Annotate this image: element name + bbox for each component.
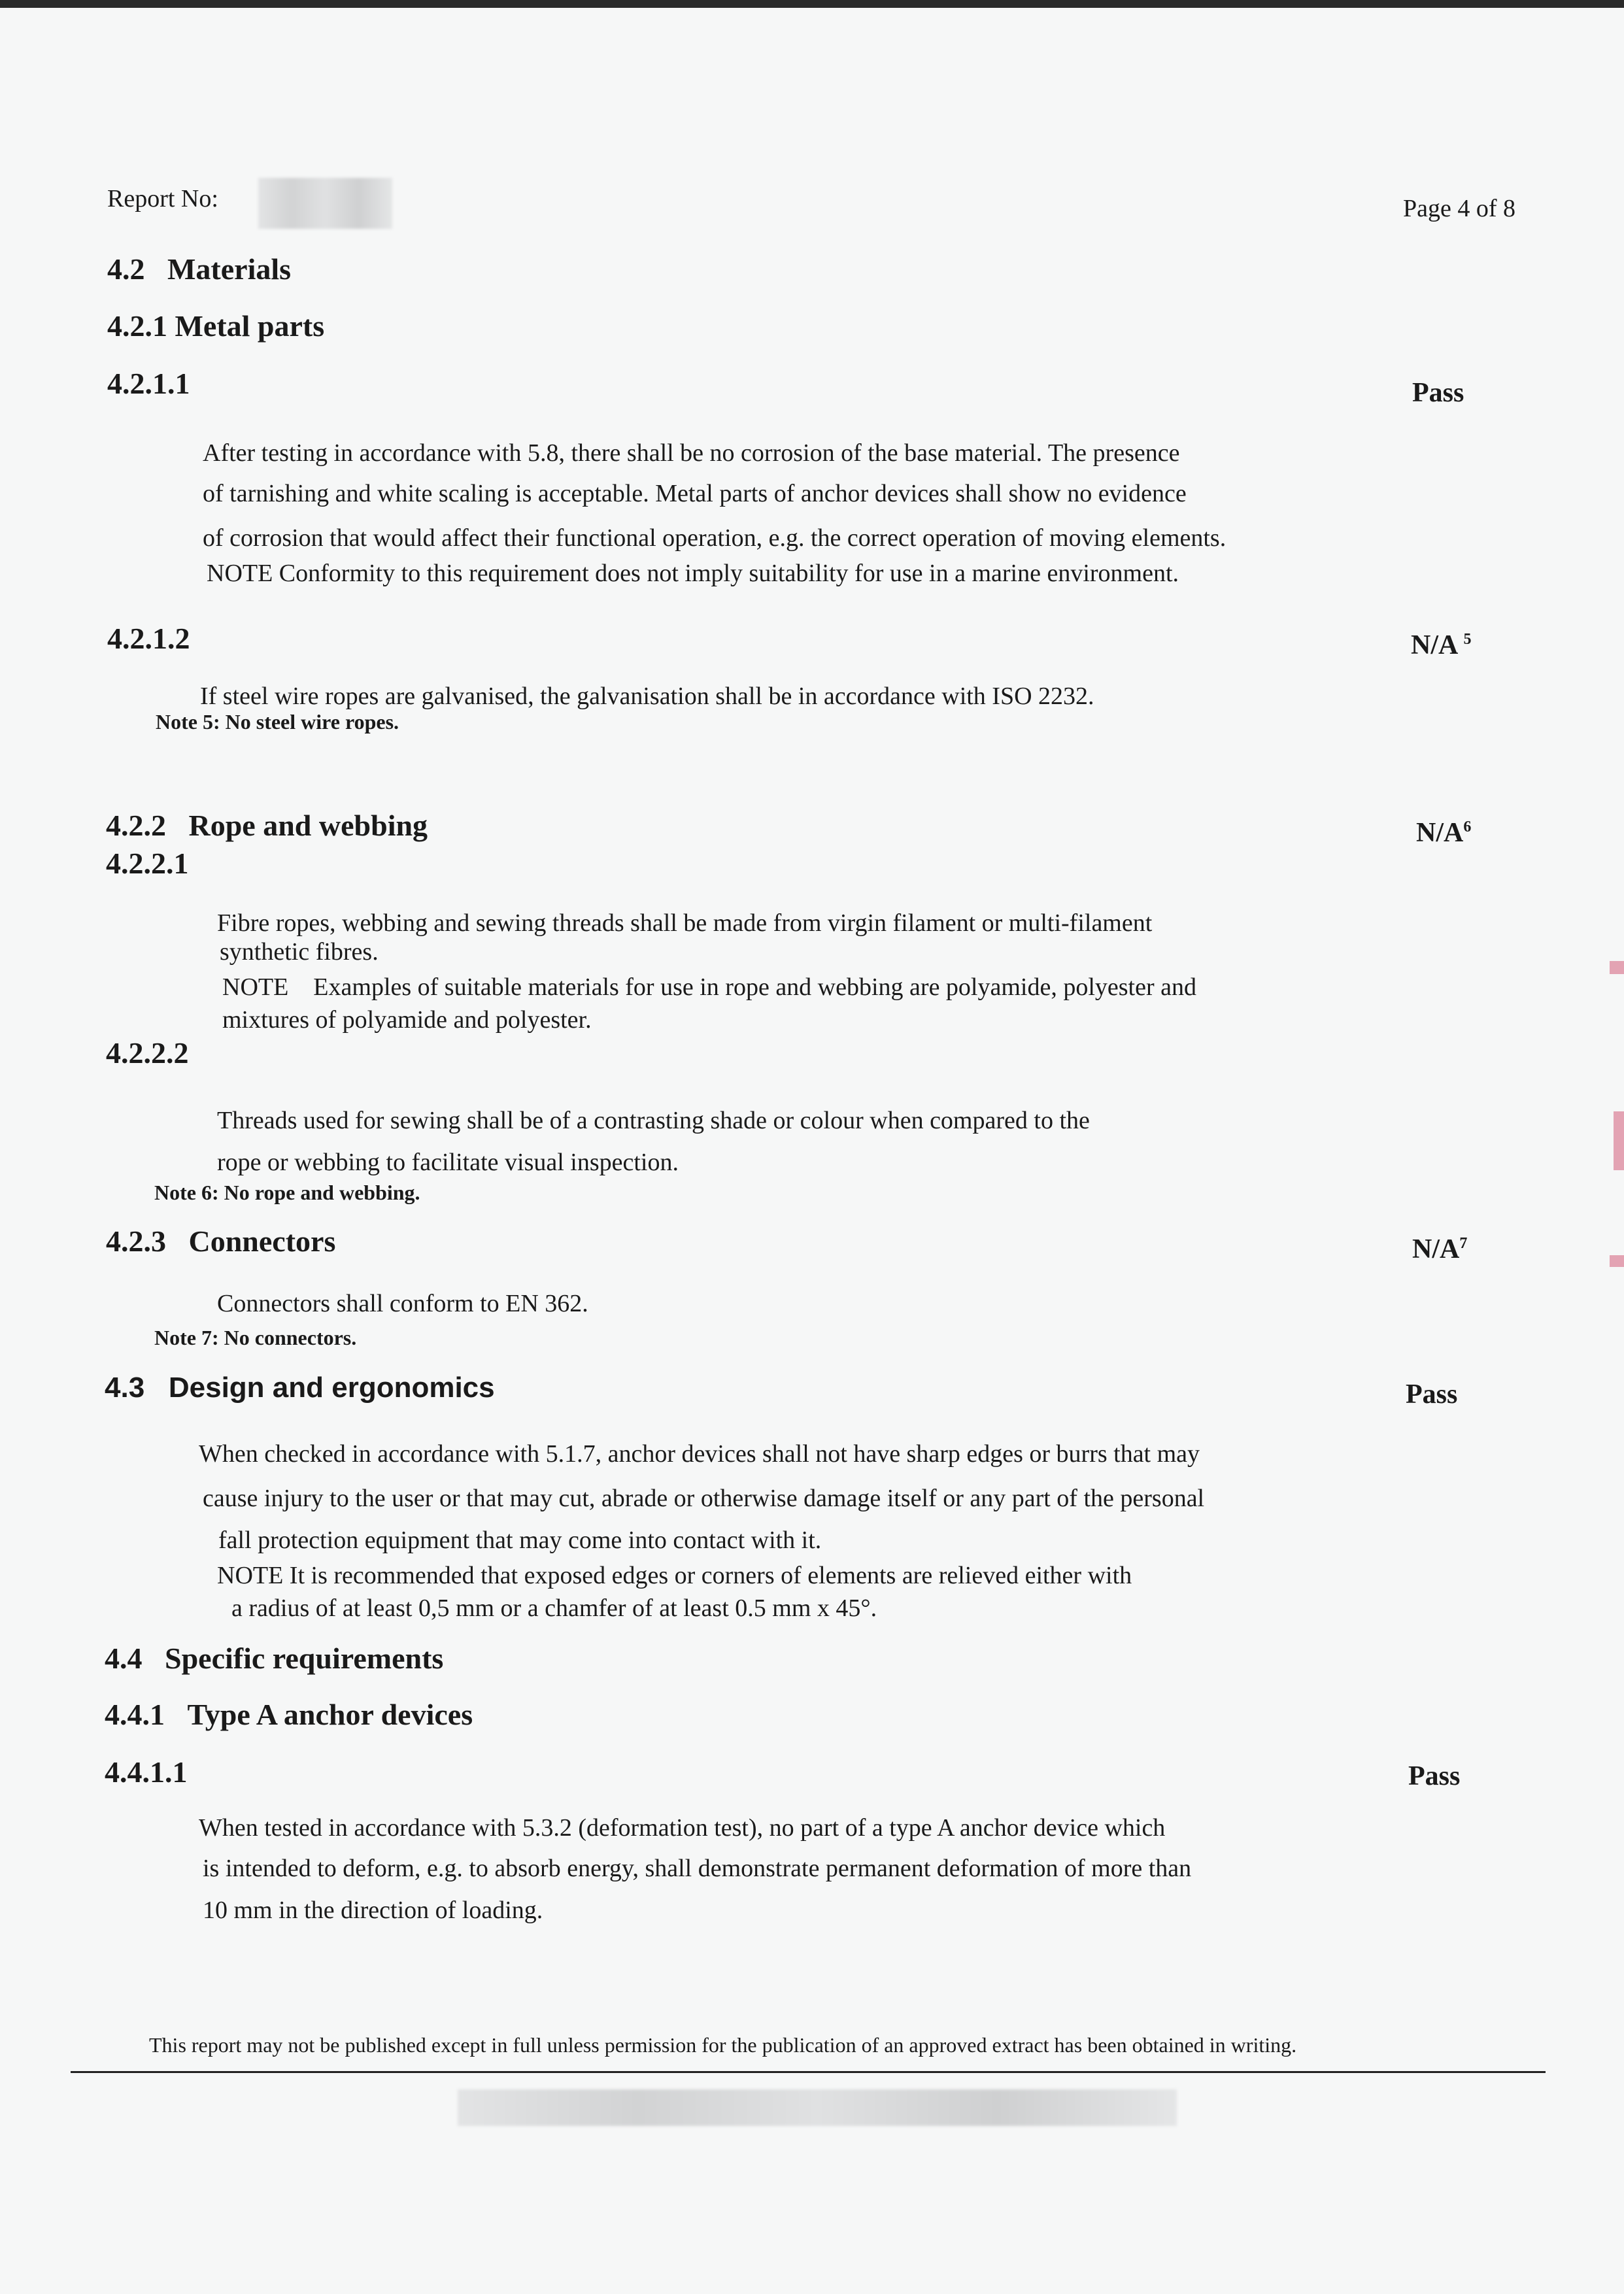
text-4-4-1-1-line-1: When tested in accordance with 5.3.2 (deformation test), no part of a type A anchor device which [199, 1814, 1166, 1842]
text-4-2-3: Connectors shall conform to EN 362. [217, 1290, 588, 1317]
verdict-4-2-2 [1416, 817, 1471, 849]
section-number: 4.2.2 [106, 809, 166, 842]
section-4-2-1-1-number: 4.2.1.1 [107, 367, 190, 400]
text-4-2-2-1-line-2: synthetic fibres. [220, 938, 379, 966]
section-4-2-1-heading [107, 309, 324, 343]
footnote-marker: 6 [1463, 818, 1472, 835]
note-6: Note 6: No rope and webbing. [154, 1181, 420, 1204]
stamp-fragment [1614, 1111, 1624, 1170]
text-4-2-1-1-line-3: of corrosion that would affect their functional operation, e.g. the correct operation of moving elements. [203, 524, 1226, 552]
scan-top-edge [0, 0, 1624, 8]
section-title: Materials [167, 252, 292, 286]
text-4-3-line-5: a radius of at least 0,5 mm or a chamfer of at least 0.5 mm x 45°. [231, 1594, 877, 1622]
section-title: Type A anchor devices [187, 1698, 473, 1731]
section-4-4-1-heading [105, 1697, 473, 1732]
text-4-2-2-1-line-4: mixtures of polyamide and polyester. [222, 1006, 592, 1034]
note-5: Note 5: No steel wire ropes. [156, 710, 399, 734]
section-4-2-heading [107, 252, 291, 286]
footer-rule [71, 2071, 1546, 2073]
verdict-4-2-1-2 [1411, 630, 1472, 661]
text-4-2-2-1-line-1: Fibre ropes, webbing and sewing threads shall be made from virgin filament or multi-filament [217, 909, 1153, 937]
verdict-4-2-3 [1412, 1234, 1467, 1265]
section-number: 4.2 [107, 252, 145, 286]
text-4-3-line-3: fall protection equipment that may come into contact with it. [218, 1527, 822, 1554]
text-4-2-1-1-line-2: of tarnishing and white scaling is acceptable. Metal parts of anchor devices shall show no evidence [203, 480, 1187, 507]
stamp-fragment [1610, 961, 1624, 974]
section-title: Metal parts [175, 309, 325, 343]
text-4-2-1-1-line-1: After testing in accordance with 5.8, there shall be no corrosion of the base material. The presence [203, 439, 1180, 467]
verdict-4-3: Pass [1406, 1379, 1458, 1409]
section-title: Specific requirements [165, 1642, 444, 1675]
text-4-3-line-4: NOTE It is recommended that exposed edges or corners of elements are relieved either with [217, 1562, 1132, 1589]
section-4-2-2-heading [106, 808, 428, 843]
section-4-4-1-1-number: 4.4.1.1 [105, 1755, 188, 1789]
text-4-4-1-1-line-3: 10 mm in the direction of loading. [203, 1897, 543, 1924]
redacted-report-number [258, 178, 392, 229]
verdict-4-4-1-1: Pass [1408, 1761, 1461, 1791]
text-4-2-2-2-line-2: rope or webbing to facilitate visual inspection. [217, 1149, 679, 1176]
text-4-2-1-2: If steel wire ropes are galvanised, the galvanisation shall be in accordance with ISO 2232. [200, 683, 1094, 710]
stamp-fragment [1610, 1255, 1624, 1267]
section-4-2-2-2-number: 4.2.2.2 [106, 1036, 189, 1070]
report-no-label: Report No: [107, 185, 218, 212]
section-number: 4.4 [105, 1642, 143, 1675]
section-4-2-1-2-number: 4.2.1.2 [107, 622, 190, 655]
verdict-text: N/A [1411, 630, 1457, 660]
section-title: Design and ergonomics [168, 1372, 495, 1404]
text-4-3-line-1: When checked in accordance with 5.1.7, anchor devices shall not have sharp edges or burrs that may [199, 1440, 1200, 1468]
text-4-2-2-1-line-3: NOTE Examples of suitable materials for use in rope and webbing are polyamide, polyester and [222, 973, 1196, 1001]
text-4-4-1-1-line-2: is intended to deform, e.g. to absorb energy, shall demonstrate permanent deformation of more than [203, 1855, 1192, 1882]
section-4-3-heading [105, 1372, 495, 1404]
section-title: Rope and webbing [188, 809, 428, 842]
section-number: 4.3 [105, 1372, 145, 1404]
redacted-footer-info [458, 2089, 1177, 2126]
section-title: Connectors [188, 1224, 336, 1258]
section-4-4-heading [105, 1641, 443, 1676]
verdict-text: N/A [1412, 1234, 1460, 1264]
section-4-2-2-1-number: 4.2.2.1 [106, 847, 189, 880]
text-4-2-2-2-line-1: Threads used for sewing shall be of a contrasting shade or colour when compared to the [217, 1107, 1090, 1134]
footnote-marker: 7 [1459, 1235, 1468, 1252]
footnote-marker: 5 [1463, 631, 1472, 648]
note-7: Note 7: No connectors. [154, 1326, 357, 1349]
text-4-3-line-2: cause injury to the user or that may cut, abrade or otherwise damage itself or any part of the personal [203, 1485, 1205, 1512]
section-number: 4.4.1 [105, 1698, 165, 1731]
verdict-4-2-1-1: Pass [1412, 378, 1464, 408]
section-number: 4.2.3 [106, 1224, 166, 1258]
section-4-2-3-heading [106, 1224, 335, 1258]
page-number: Page 4 of 8 [1403, 195, 1516, 222]
section-number: 4.2.1 [107, 309, 167, 343]
verdict-text: N/A [1416, 818, 1464, 848]
text-4-2-1-1-line-4: NOTE Conformity to this requirement does not imply suitability for use in a marine environment. [207, 560, 1179, 587]
footer-disclaimer: This report may not be published except in full unless permission for the publication of an approved extract has been obtained in writing. [149, 2033, 1297, 2057]
